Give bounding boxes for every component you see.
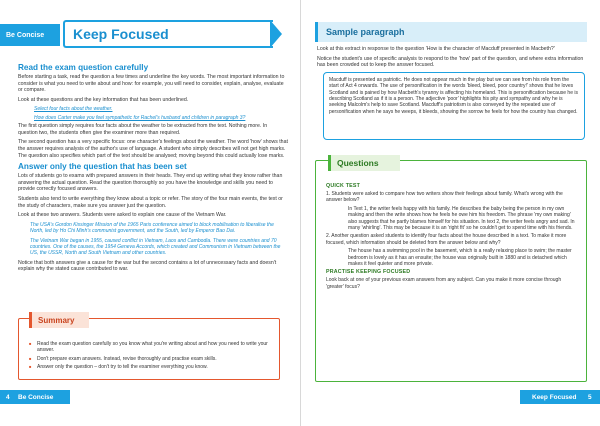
page-number: 5 [588,393,592,401]
questions-title: Questions [328,155,400,171]
summary-title: Summary [29,312,89,328]
questions-box [315,160,587,382]
footer-label: Be Concise [18,393,54,401]
question-2: 2. Another question asked students to identify four facts about the house described in a text. To make it more focused, which information should be deleted from the answer below and why? [326,233,567,246]
paragraph: Students also tend to write everything they know about a topic or refer. The story of the four main events, the text or the study of characters, make sure you answer just the question. [18,195,283,209]
practise-heading: PRACTISE KEEPING FOCUSED [326,269,411,276]
paragraph: The first question simply requires four facts about the weather to be extracted from the text. Nothing more. In question two, the students often give the examiner more than required. [18,123,268,136]
quick-test-heading: QUICK TEST [326,183,361,189]
title-arrow-icon [270,20,282,48]
page-title: Keep Focused [63,20,273,48]
paragraph: The second question has a very specific focus: one character's feelings about the weather. The word 'how' shows that the answer requires analysis of the author's use of language. A student who simply describes will not get high marks. The question also specifies which part of the text should be analysed; moving beyond this could actually lose marks. [18,139,288,159]
paragraph: Look at these two answers. Students were asked to explain one cause of the Vietnam War. [18,212,227,219]
footer-right [520,390,600,404]
list-item: ■ Answer only the question – don't try to tell the examiner everything you know. [29,364,271,370]
paragraph: Look at these questions and the key information that has been underlined. [18,96,189,103]
example-question: How does Carter make you feel sympathetic for Rachel's husband and children in paragraph 3? [34,114,246,121]
heading-answer-question: Answer only the question that has been set [18,162,187,172]
heading-read-question: Read the exam question carefully [18,63,149,72]
question-1: 1. Students were asked to compare how two writers show their feelings about family. What's wrong with the answer below? [326,191,563,204]
paragraph: Notice the student's use of specific analysis to respond to the 'how' part of the question, and where extra information has been crowded out to keep the answer focused. [317,55,584,69]
left-content [18,60,288,276]
paragraph: Look at this extract in response to the question 'How is the character of Macduff presented in Macbeth?' [317,46,555,52]
question-2-answer: The house has a swimming pool in the basement, which is a really relaxing place to swim; the master bedroom is lovely as it has an ensuite; the house was originally built in 1880 and is detached which makes it feel quieter and more private. [348,248,572,268]
summary-list [29,341,271,373]
list-item: ■ Don't prepare exam answers. Instead, revise thoroughly and practise exam skills. [29,356,271,362]
paragraph: Notice that both answers give a cause for the war but the second contains a lot of unnecessary facts and doesn't explain why the stated cause contributed to war. [18,259,277,273]
footer-left [0,390,70,404]
summary-box [18,315,280,380]
right-page [300,0,600,426]
example-answer: The USA's Gordon Kissinger Mission of the 1965 Paris conference aimed to block mobilisation to liberalise the North, led by Ho Chi Minh's communist government, and the South, led by Emperor Bao Dai. [30,221,274,235]
questions-content [326,181,578,292]
list-item: ■ Read the exam question carefully so you know what you're writing about and how you need to write your answer. [29,341,271,354]
page-number: 4 [6,393,10,401]
paragraph: Lots of students go to exams with prepared answers in their heads. They end up writing what they know rather than answering the actual question. Read the question thoroughly so you have the knowledge and skills you need to provide correctly focused answers. [18,173,283,193]
footer-label: Keep Focused [532,393,577,401]
practise-text: Look back at one of your previous exam answers from any subject. Can you make it more concise through 'greater' focus? [326,277,562,290]
sample-paragraph-title: Sample paragraph [315,22,587,42]
example-question: Select four facts about the weather. [34,106,113,113]
section-tab: Be Concise [0,24,60,46]
paragraph: Before starting a task, read the question a few times and underline the key words. The most important information to consider is what you need to write about and how: for example, you will need to consider, explain, analyse, evaluate or compare. [18,74,285,94]
question-1-answer: In Text 1, the writer feels happy with his family. He describes the baby being the person in my own making and then the write shows how he feels he owe him his freedom. The phrase 'my own making' also suggests that he partly blames himself for his situation. In text 2, the writer feels angry and sad. In many 'whirling'. This may be because it is an 'right fit' so he couldn't get to spend time with his friends. [348,205,575,232]
sample-answer-text: Macduff is presented as patriotic. He does not appear much in the play but we can see from his role from the start of Act 4 onwards. The use of personification in the words 'bleed, bleed, poor country!' shows that he loves Scotland and is pained by how Macbeth's tyranny is affecting his homeland. This is personification because he is describing Scotland as if it is a person. The adjective 'poor' highlights his pity and sympathy and why he is seeking Malcolm's help to save Scotland. Macduff's patriotism is also conveyed by the repeated use of personification when he says he weeps, it bleeds, showing the sorrow he feels for how the country has changed. [329,76,578,115]
sample-answer-box [323,72,585,140]
example-answer: The Vietnam War began in 1955, caused conflict in Vietnam, Laos and Cambodia. There were countries and 70 countries. One of the causes, the 1954 Geneva Accords, which created and Communism in Vietnam between the US, the USSR, North and South Vietnam and other countries. [30,237,281,257]
sample-body [317,46,587,140]
